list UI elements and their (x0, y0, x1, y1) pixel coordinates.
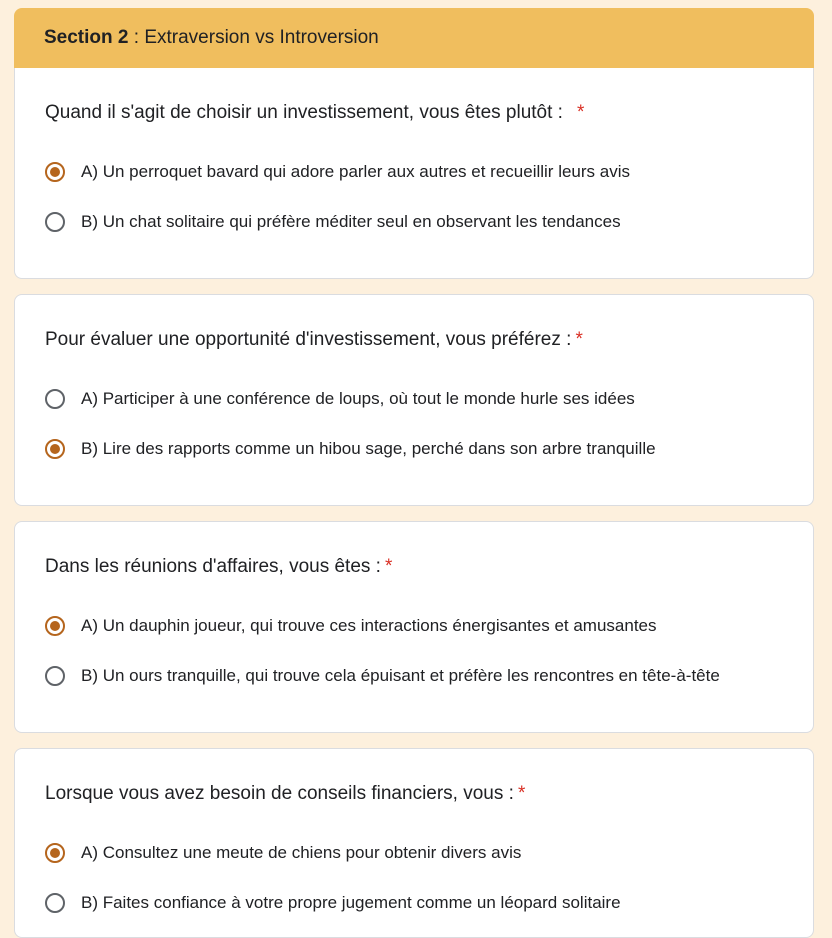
option-2a[interactable] (45, 386, 635, 412)
question-title: Quand il s'agit de choisir un investissement, vous êtes plutôt : * (45, 102, 585, 123)
option-label: A) Participer à une conférence de loups, où tout le monde hurle ses idées (81, 389, 635, 408)
required-asterisk: * (575, 329, 583, 350)
radio-button[interactable] (45, 389, 65, 409)
question-card-1 (14, 68, 814, 279)
required-asterisk: * (576, 102, 585, 123)
question-card-2 (14, 294, 814, 506)
question-title: Pour évaluer une opportunité d'investissement, vous préférez : * (45, 329, 583, 350)
option-3a[interactable] (45, 613, 657, 639)
radio-button-selected[interactable] (45, 162, 65, 182)
option-2b[interactable] (45, 436, 656, 462)
section-separator: : (128, 27, 145, 48)
section-label: Section 2 (44, 27, 129, 48)
required-asterisk: * (384, 556, 393, 577)
radio-button[interactable] (45, 666, 65, 686)
required-asterisk: * (517, 783, 526, 804)
radio-button-selected[interactable] (45, 439, 65, 459)
option-label: B) Un chat solitaire qui préfère méditer seul en observant les tendances (81, 212, 621, 231)
option-label: A) Un dauphin joueur, qui trouve ces interactions énergisantes et amusantes (81, 616, 657, 635)
option-3b[interactable] (45, 663, 720, 689)
option-label: B) Un ours tranquille, qui trouve cela épuisant et préfère les rencontres en tête-à-tête (81, 666, 720, 685)
radio-button-selected[interactable] (45, 843, 65, 863)
question-title: Dans les réunions d'affaires, vous êtes : * (45, 556, 393, 577)
section-header (14, 8, 814, 68)
radio-button[interactable] (45, 893, 65, 913)
option-label: A) Un perroquet bavard qui adore parler aux autres et recueillir leurs avis (81, 162, 630, 181)
option-label: B) Faites confiance à votre propre jugement comme un léopard solitaire (81, 893, 621, 912)
radio-button-selected[interactable] (45, 616, 65, 636)
option-4b[interactable] (45, 890, 621, 916)
section-title: Extraversion vs Introversion (144, 27, 379, 48)
option-1b[interactable] (45, 209, 621, 235)
option-label: A) Consultez une meute de chiens pour obtenir divers avis (81, 843, 522, 862)
question-title: Lorsque vous avez besoin de conseils financiers, vous : * (45, 783, 526, 804)
option-1a[interactable] (45, 159, 630, 185)
option-label: B) Lire des rapports comme un hibou sage, perché dans son arbre tranquille (81, 439, 656, 458)
option-4a[interactable] (45, 840, 521, 866)
question-card-4 (14, 748, 814, 938)
question-card-3 (14, 521, 814, 733)
radio-button[interactable] (45, 212, 65, 232)
